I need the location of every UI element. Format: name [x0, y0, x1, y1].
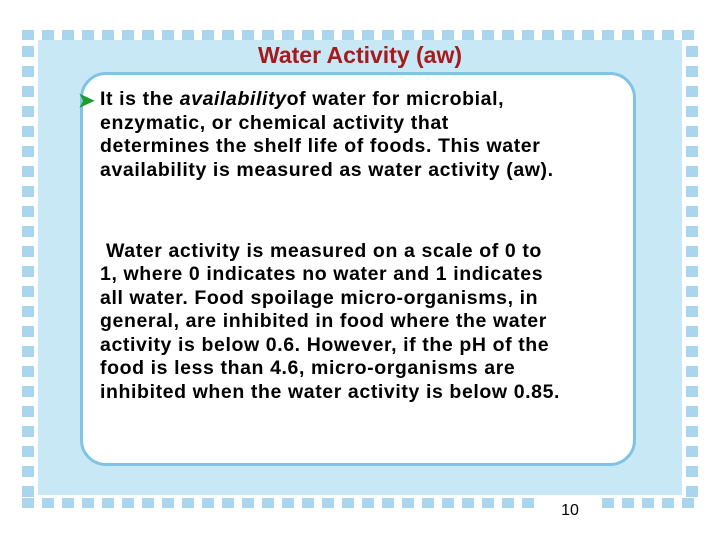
frame-dash-right	[686, 346, 698, 357]
frame-dash-bottom	[402, 498, 414, 508]
frame-dash-top	[502, 30, 514, 40]
frame-dash-top	[682, 30, 694, 40]
frame-dash-bottom	[182, 498, 194, 508]
frame-dash-top	[302, 30, 314, 40]
frame-dash-top	[602, 30, 614, 40]
frame-dash-right	[686, 246, 698, 257]
frame-dash-left	[22, 306, 34, 317]
frame-dash-right	[686, 286, 698, 297]
frame-dash-bottom	[222, 498, 234, 508]
frame-dash-right	[686, 126, 698, 137]
frame-dash-bottom	[322, 498, 334, 508]
frame-dash-bottom	[62, 498, 74, 508]
frame-dash-top	[282, 30, 294, 40]
frame-dash-bottom	[302, 498, 314, 508]
bullet-lead: It is the	[100, 88, 180, 110]
bullet-rest-line1: of water for microbial,	[286, 88, 505, 110]
frame-dash-top	[262, 30, 274, 40]
frame-dash-bottom	[22, 498, 34, 508]
paragraph-line: all water. Food spoilage micro-organisms, in	[100, 286, 539, 309]
frame-dash-top	[442, 30, 454, 40]
frame-dash-bottom	[82, 498, 94, 508]
frame-dash-bottom	[662, 498, 674, 508]
bullet-emphasis: availability	[179, 88, 287, 110]
frame-dash-right	[686, 486, 698, 497]
frame-dash-bottom	[602, 498, 614, 508]
frame-dash-top	[182, 30, 194, 40]
frame-dash-bottom	[622, 498, 634, 508]
frame-dash-right	[686, 406, 698, 417]
frame-dash-right	[686, 86, 698, 97]
frame-dash-left	[22, 346, 34, 357]
frame-dash-top	[142, 30, 154, 40]
frame-dash-top	[622, 30, 634, 40]
frame-dash-left	[22, 466, 34, 477]
frame-dash-left	[22, 286, 34, 297]
frame-dash-bottom	[162, 498, 174, 508]
frame-dash-left	[22, 366, 34, 377]
frame-dash-top	[522, 30, 534, 40]
frame-dash-bottom	[122, 498, 134, 508]
frame-dash-bottom	[102, 498, 114, 508]
frame-dash-bottom	[382, 498, 394, 508]
frame-dash-top	[82, 30, 94, 40]
frame-dash-top	[362, 30, 374, 40]
frame-dash-bottom	[42, 498, 54, 508]
arrow-bullet-icon: ➤	[78, 90, 95, 112]
frame-dash-left	[22, 326, 34, 337]
frame-dash-right	[686, 226, 698, 237]
frame-dash-bottom	[242, 498, 254, 508]
frame-dash-top	[222, 30, 234, 40]
frame-dash-right	[686, 186, 698, 197]
frame-dash-right	[686, 386, 698, 397]
frame-dash-top	[422, 30, 434, 40]
frame-dash-top	[382, 30, 394, 40]
frame-dash-right	[686, 206, 698, 217]
frame-dash-bottom	[422, 498, 434, 508]
frame-dash-right	[686, 326, 698, 337]
frame-dash-bottom	[362, 498, 374, 508]
frame-dash-top	[582, 30, 594, 40]
frame-dash-right	[686, 106, 698, 117]
paragraph-line: general, are inhibited in food where the water	[100, 310, 547, 332]
bullet-line3: determines the shelf life of foods. This water	[100, 135, 541, 157]
frame-dash-right	[686, 446, 698, 457]
paragraph-line: food is less than 4.6, micro-organisms are	[100, 357, 516, 379]
paragraph-line: Water activity is measured on a scale of 0 to	[100, 239, 542, 262]
page-number: 10	[561, 502, 579, 519]
frame-dash-top	[542, 30, 554, 40]
frame-dash-left	[22, 86, 34, 97]
paragraph-line: 1, where 0 indicates no water and 1 indicates	[100, 263, 544, 285]
frame-dash-bottom	[642, 498, 654, 508]
frame-dash-left	[22, 486, 34, 497]
body-paragraph	[100, 216, 640, 404]
frame-dash-top	[642, 30, 654, 40]
frame-dash-bottom	[282, 498, 294, 508]
frame-dash-right	[686, 306, 698, 317]
frame-dash-bottom	[202, 498, 214, 508]
paragraph-line: inhibited when the water activity is below 0.85.	[100, 380, 561, 403]
frame-dash-bottom	[442, 498, 454, 508]
frame-dash-top	[482, 30, 494, 40]
frame-dash-left	[22, 206, 34, 217]
frame-dash-right	[686, 146, 698, 157]
frame-dash-left	[22, 266, 34, 277]
frame-dash-right	[686, 366, 698, 377]
frame-dash-right	[686, 266, 698, 277]
frame-dash-right	[686, 426, 698, 437]
frame-dash-top	[322, 30, 334, 40]
frame-dash-left	[22, 226, 34, 237]
frame-dash-top	[402, 30, 414, 40]
frame-dash-bottom	[482, 498, 494, 508]
frame-dash-top	[562, 30, 574, 40]
frame-dash-top	[162, 30, 174, 40]
frame-dash-top	[462, 30, 474, 40]
frame-dash-top	[62, 30, 74, 40]
frame-dash-top	[102, 30, 114, 40]
frame-dash-left	[22, 146, 34, 157]
frame-dash-bottom	[522, 498, 534, 508]
frame-dash-bottom	[502, 498, 514, 508]
frame-dash-left	[22, 126, 34, 137]
frame-dash-top	[22, 30, 34, 40]
frame-dash-left	[22, 406, 34, 417]
frame-dash-left	[22, 106, 34, 117]
paragraph-line: activity is below 0.6. However, if the pH of the	[100, 333, 550, 356]
frame-dash-top	[42, 30, 54, 40]
frame-dash-left	[22, 246, 34, 257]
frame-dash-right	[686, 466, 698, 477]
bullet-line4: availability is measured as water activity (aw).	[100, 158, 554, 181]
frame-dash-left	[22, 186, 34, 197]
frame-dash-left	[22, 426, 34, 437]
frame-dash-top	[202, 30, 214, 40]
slide-title: Water Activity (aw)	[257, 42, 463, 68]
frame-dash-bottom	[342, 498, 354, 508]
frame-dash-top	[242, 30, 254, 40]
frame-dash-left	[22, 446, 34, 457]
frame-dash-left	[22, 166, 34, 177]
frame-dash-top	[122, 30, 134, 40]
frame-dash-bottom	[462, 498, 474, 508]
frame-dash-top	[342, 30, 354, 40]
frame-dash-bottom	[682, 498, 694, 508]
frame-dash-right	[686, 166, 698, 177]
frame-dash-bottom	[142, 498, 154, 508]
bullet-text	[100, 88, 640, 182]
frame-dash-top	[662, 30, 674, 40]
bullet-line2: enzymatic, or chemical activity that	[100, 111, 449, 134]
frame-dash-left	[22, 386, 34, 397]
frame-dash-bottom	[262, 498, 274, 508]
